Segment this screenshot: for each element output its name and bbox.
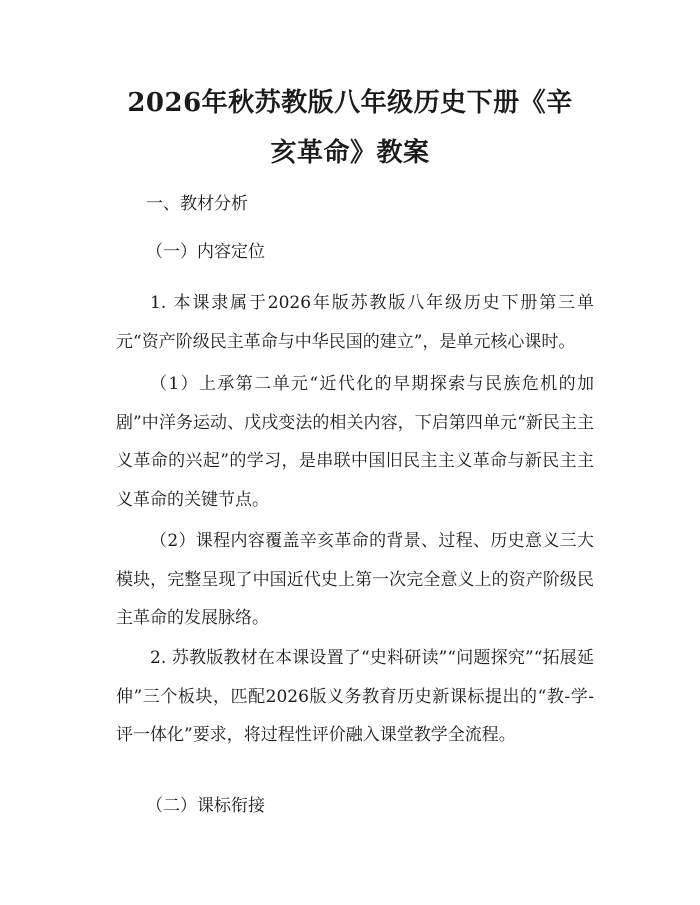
document-title: 2026年秋苏教版八年级历史下册《辛亥革命》教案 [127, 88, 573, 168]
section-heading-textbook-analysis: 一、教材分析 [146, 194, 248, 214]
subsection-heading-content-positioning: （一）内容定位 [146, 242, 265, 262]
paragraph-1-1: （1）上承第二单元“近代化的早期探索与民族危机的加剧”中洋务运动、戊戌变法的相关内容，下启第四单元“新民主主义革命的兴起”的学习，是串联中国旧民主主义革命与新民主主义革命的关键节点。 [116, 374, 594, 510]
paragraph-1-2: （2）课程内容覆盖辛亥革命的背景、过程、历史意义三大模块，完整呈现了中国近代史上第一次完全意义上的资产阶级民主革命的发展脉络。 [116, 531, 594, 628]
paragraph-1: 1. 本课隶属于2026年版苏教版八年级历史下册第三单元“资产阶级民主革命与中华民国的建立”，是单元核心课时。 [116, 293, 594, 352]
paragraph-2: 2. 苏教版教材在本课设置了“史料研读”“问题探究”“拓展延伸”三个板块，匹配2026版义务教育历史新课标提出的“教-学-评一体化”要求，将过程性评价融入课堂教学全流程。 [116, 648, 594, 745]
subsection-heading-curriculum-alignment: （二）课标衔接 [146, 796, 265, 816]
